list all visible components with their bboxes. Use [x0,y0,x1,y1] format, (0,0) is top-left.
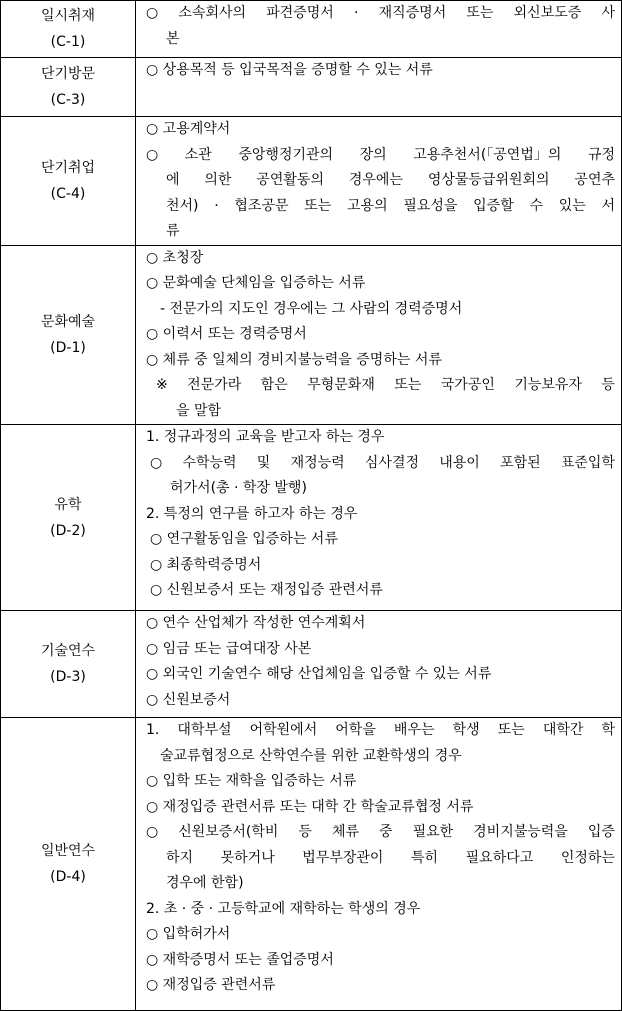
document-line: - 전문가의 지도인 경우에는 그 사람의 경력증명서 [160,300,463,317]
visa-category-code: (C-4) [50,185,86,202]
required-documents-cell [136,117,622,246]
visa-category-name: 일시취재 [40,8,96,24]
visa-category-cell [1,58,136,117]
visa-category-cell [1,1,136,58]
document-line: ○ 소속회사의 파견증명서 · 재직증명서 또는 외신보도증 사 [146,5,615,21]
visa-row [1,425,622,611]
document-line: 하지 못하거나 법무부장관이 특히 필요하다고 인정하는 [166,849,615,866]
visa-category-code: (D-4) [50,869,86,885]
required-documents-cell [136,425,622,611]
document-line: ○ 신원보증서(학비 등 체류 중 필요한 경비지불능력을 입증 [146,824,615,840]
required-documents-cell [136,245,622,425]
visa-category-name: 기술연수 [40,643,96,659]
document-line: 2. 특정의 연구를 하고자 하는 경우 [146,505,358,522]
document-line: 1. 정규과정의 교육을 받고자 하는 경우 [146,429,385,445]
document-line: ○ 재정입증 관련서류 또는 대학 간 학술교류협정 서류 [146,798,474,815]
visa-category-cell [1,425,136,611]
document-line: 을 말함 [176,402,222,419]
visa-row [1,117,622,246]
visa-row [1,611,622,718]
document-line: ○ 소관 중앙행정기관의 장의 고용추천서(「공연법」의 규정 [146,146,615,163]
visa-category-code: (C-1) [50,34,86,50]
document-line: ○ 체류 중 일체의 경비지불능력을 증명하는 서류 [146,351,442,368]
visa-category-cell [1,117,136,246]
document-line: ○ 입학허가서 [146,926,231,942]
required-documents-cell [136,58,622,117]
visa-row [1,245,622,425]
visa-category-name: 문화예술 [40,313,96,330]
document-line: ○ 고용계약서 [146,121,231,137]
document-line: 경우에 한함) [166,875,244,891]
required-documents-cell [136,1,622,58]
visa-category-code: (D-2) [50,522,86,539]
document-line: 본 [166,30,180,47]
visa-category-name: 단기취업 [40,159,96,176]
visa-row [1,58,622,117]
visa-category-cell [1,611,136,718]
document-line: ○ 연구활동임을 입증하는 서류 [150,531,338,547]
document-line: 1. 대학부설 어학원에서 어학을 배우는 학생 또는 대학간 학 [146,722,615,738]
document-line: ○ 초청장 [146,249,204,266]
visa-category-name: 유학 [54,496,82,513]
document-line: ○ 신원보증서 [146,691,231,708]
document-line: ○ 재학증명서 또는 졸업증명서 [146,951,334,968]
document-line: 2. 초 · 중 · 고등학교에 재학하는 학생의 경우 [146,900,421,917]
required-documents-cell [136,611,622,718]
document-line: ○ 재정입증 관련서류 [146,977,276,993]
required-documents-cell [136,718,622,1011]
document-line: 술교류협정으로 산학연수를 위한 교환학생의 경우 [160,747,462,764]
visa-category-name: 일반연수 [40,843,96,859]
document-line: ※ 전문가라 함은 무형문화재 또는 국가공인 기능보유자 등 [156,377,615,393]
visa-category-code: (D-1) [50,339,86,356]
document-line: ○ 연수 산업체가 작성한 연수계획서 [146,615,366,631]
document-line: ○ 신원보증서 또는 재정입증 관련서류 [150,582,383,598]
document-line: ○ 입학 또는 재학을 입증하는 서류 [146,773,357,789]
document-line: ○ 임금 또는 급여대장 사본 [146,640,312,657]
visa-category-cell [1,245,136,425]
document-line: ○ 수학능력 및 재정능력 심사결정 내용이 포함된 표준입학 [150,454,615,471]
document-line: ○ 상용목적 등 입국목적을 증명할 수 있는 서류 [146,62,433,78]
visa-row [1,718,622,1011]
document-line: 류 [166,223,180,239]
document-line: ○ 외국인 기술연수 해당 산업체임을 입증할 수 있는 서류 [146,666,492,682]
document-line: 허가서(총 · 학장 발행) [170,480,307,496]
document-line: ○ 문화예술 단체임을 입증하는 서류 [146,275,366,291]
document-line: ○ 최종학력증명서 [150,556,262,573]
document-line: ○ 이력서 또는 경력증명서 [146,326,307,342]
document-line: 에 의한 공연활동의 경우에는 영상물등급위원회의 공연추 [166,172,615,188]
visa-category-cell [1,718,136,1011]
visa-category-code: (C-3) [50,92,86,108]
document-line: 천서) · 협조공문 또는 고용의 필요성을 입증할 수 있는 서 [166,197,615,214]
visa-row [1,1,622,58]
visa-category-name: 단기방문 [40,66,96,82]
visa-category-code: (D-3) [50,669,86,685]
